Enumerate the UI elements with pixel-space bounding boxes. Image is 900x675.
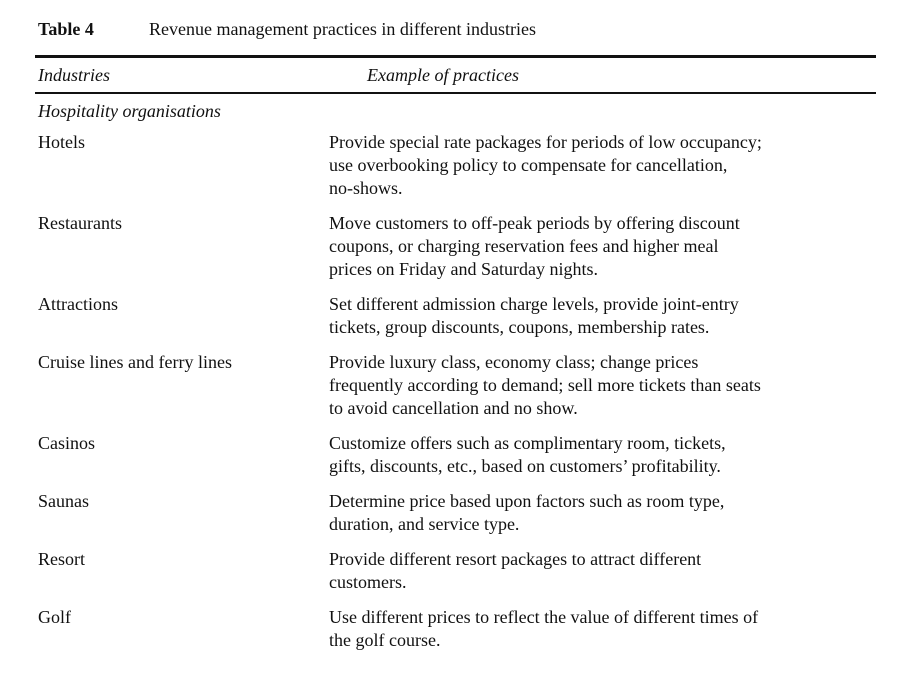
practice-line: to avoid cancellation and no show.	[329, 398, 578, 418]
industry-cell: Cruise lines and ferry lines	[38, 352, 232, 372]
practice-line: Customize offers such as complimentary room, tickets,	[329, 433, 726, 453]
table-body	[0, 131, 900, 664]
industry-cell: Attractions	[38, 294, 118, 314]
industry-cell: Casinos	[38, 433, 96, 453]
industry-cell: Saunas	[38, 491, 89, 511]
practice-line: duration, and service type.	[329, 514, 520, 534]
table-row	[0, 131, 900, 200]
table-row	[0, 293, 900, 339]
practice-line: tickets, group discounts, coupons, membership rates.	[329, 317, 710, 337]
table-row	[0, 351, 900, 420]
practice-line: Use different prices to reflect the value of different times of	[329, 607, 759, 627]
practice-line: use overbooking policy to compensate for cancellation,	[329, 155, 728, 175]
table-row	[0, 490, 900, 536]
industry-cell: Restaurants	[38, 213, 122, 233]
practice-cell	[329, 293, 841, 339]
practice-line: Determine price based upon factors such as room type,	[329, 491, 725, 511]
column-header-industries: Industries	[38, 65, 110, 85]
practice-line: Move customers to off-peak periods by offering discount	[329, 213, 740, 233]
industry-cell: Golf	[38, 607, 71, 627]
table-caption	[38, 18, 536, 40]
practice-line: Provide luxury class, economy class; change prices	[329, 352, 699, 372]
table-header-rule	[35, 92, 876, 94]
industry-cell: Resort	[38, 549, 85, 569]
practice-line: coupons, or charging reservation fees and higher meal	[329, 236, 719, 256]
practice-cell	[329, 606, 841, 652]
practice-line: Provide special rate packages for periods of low occupancy;	[329, 132, 762, 152]
table-row	[0, 548, 900, 594]
table-row	[0, 432, 900, 478]
group-label: Hospitality organisations	[38, 101, 221, 121]
practice-cell	[329, 351, 841, 420]
column-header-practices: Example of practices	[367, 65, 519, 85]
table-title: Revenue management practices in different industries	[149, 19, 537, 39]
practice-line: prices on Friday and Saturday nights.	[329, 259, 598, 279]
practice-line: no-shows.	[329, 178, 403, 198]
practice-line: Set different admission charge levels, provide joint-entry	[329, 294, 739, 314]
practice-line: frequently according to demand; sell more tickets than seats	[329, 375, 761, 395]
practice-cell	[329, 490, 841, 536]
industry-cell: Hotels	[38, 132, 85, 152]
practice-line: customers.	[329, 572, 407, 592]
practice-cell	[329, 212, 841, 281]
practice-cell	[329, 131, 841, 200]
table-number: Table 4	[38, 19, 94, 39]
practice-cell	[329, 432, 841, 478]
practice-line: gifts, discounts, etc., based on customers’ profitability.	[329, 456, 721, 476]
table-row	[0, 606, 900, 652]
table-row	[0, 212, 900, 281]
practice-cell	[329, 548, 841, 594]
table-top-rule	[35, 55, 876, 58]
practice-line: Provide different resort packages to attract different	[329, 549, 702, 569]
practice-line: the golf course.	[329, 630, 441, 650]
